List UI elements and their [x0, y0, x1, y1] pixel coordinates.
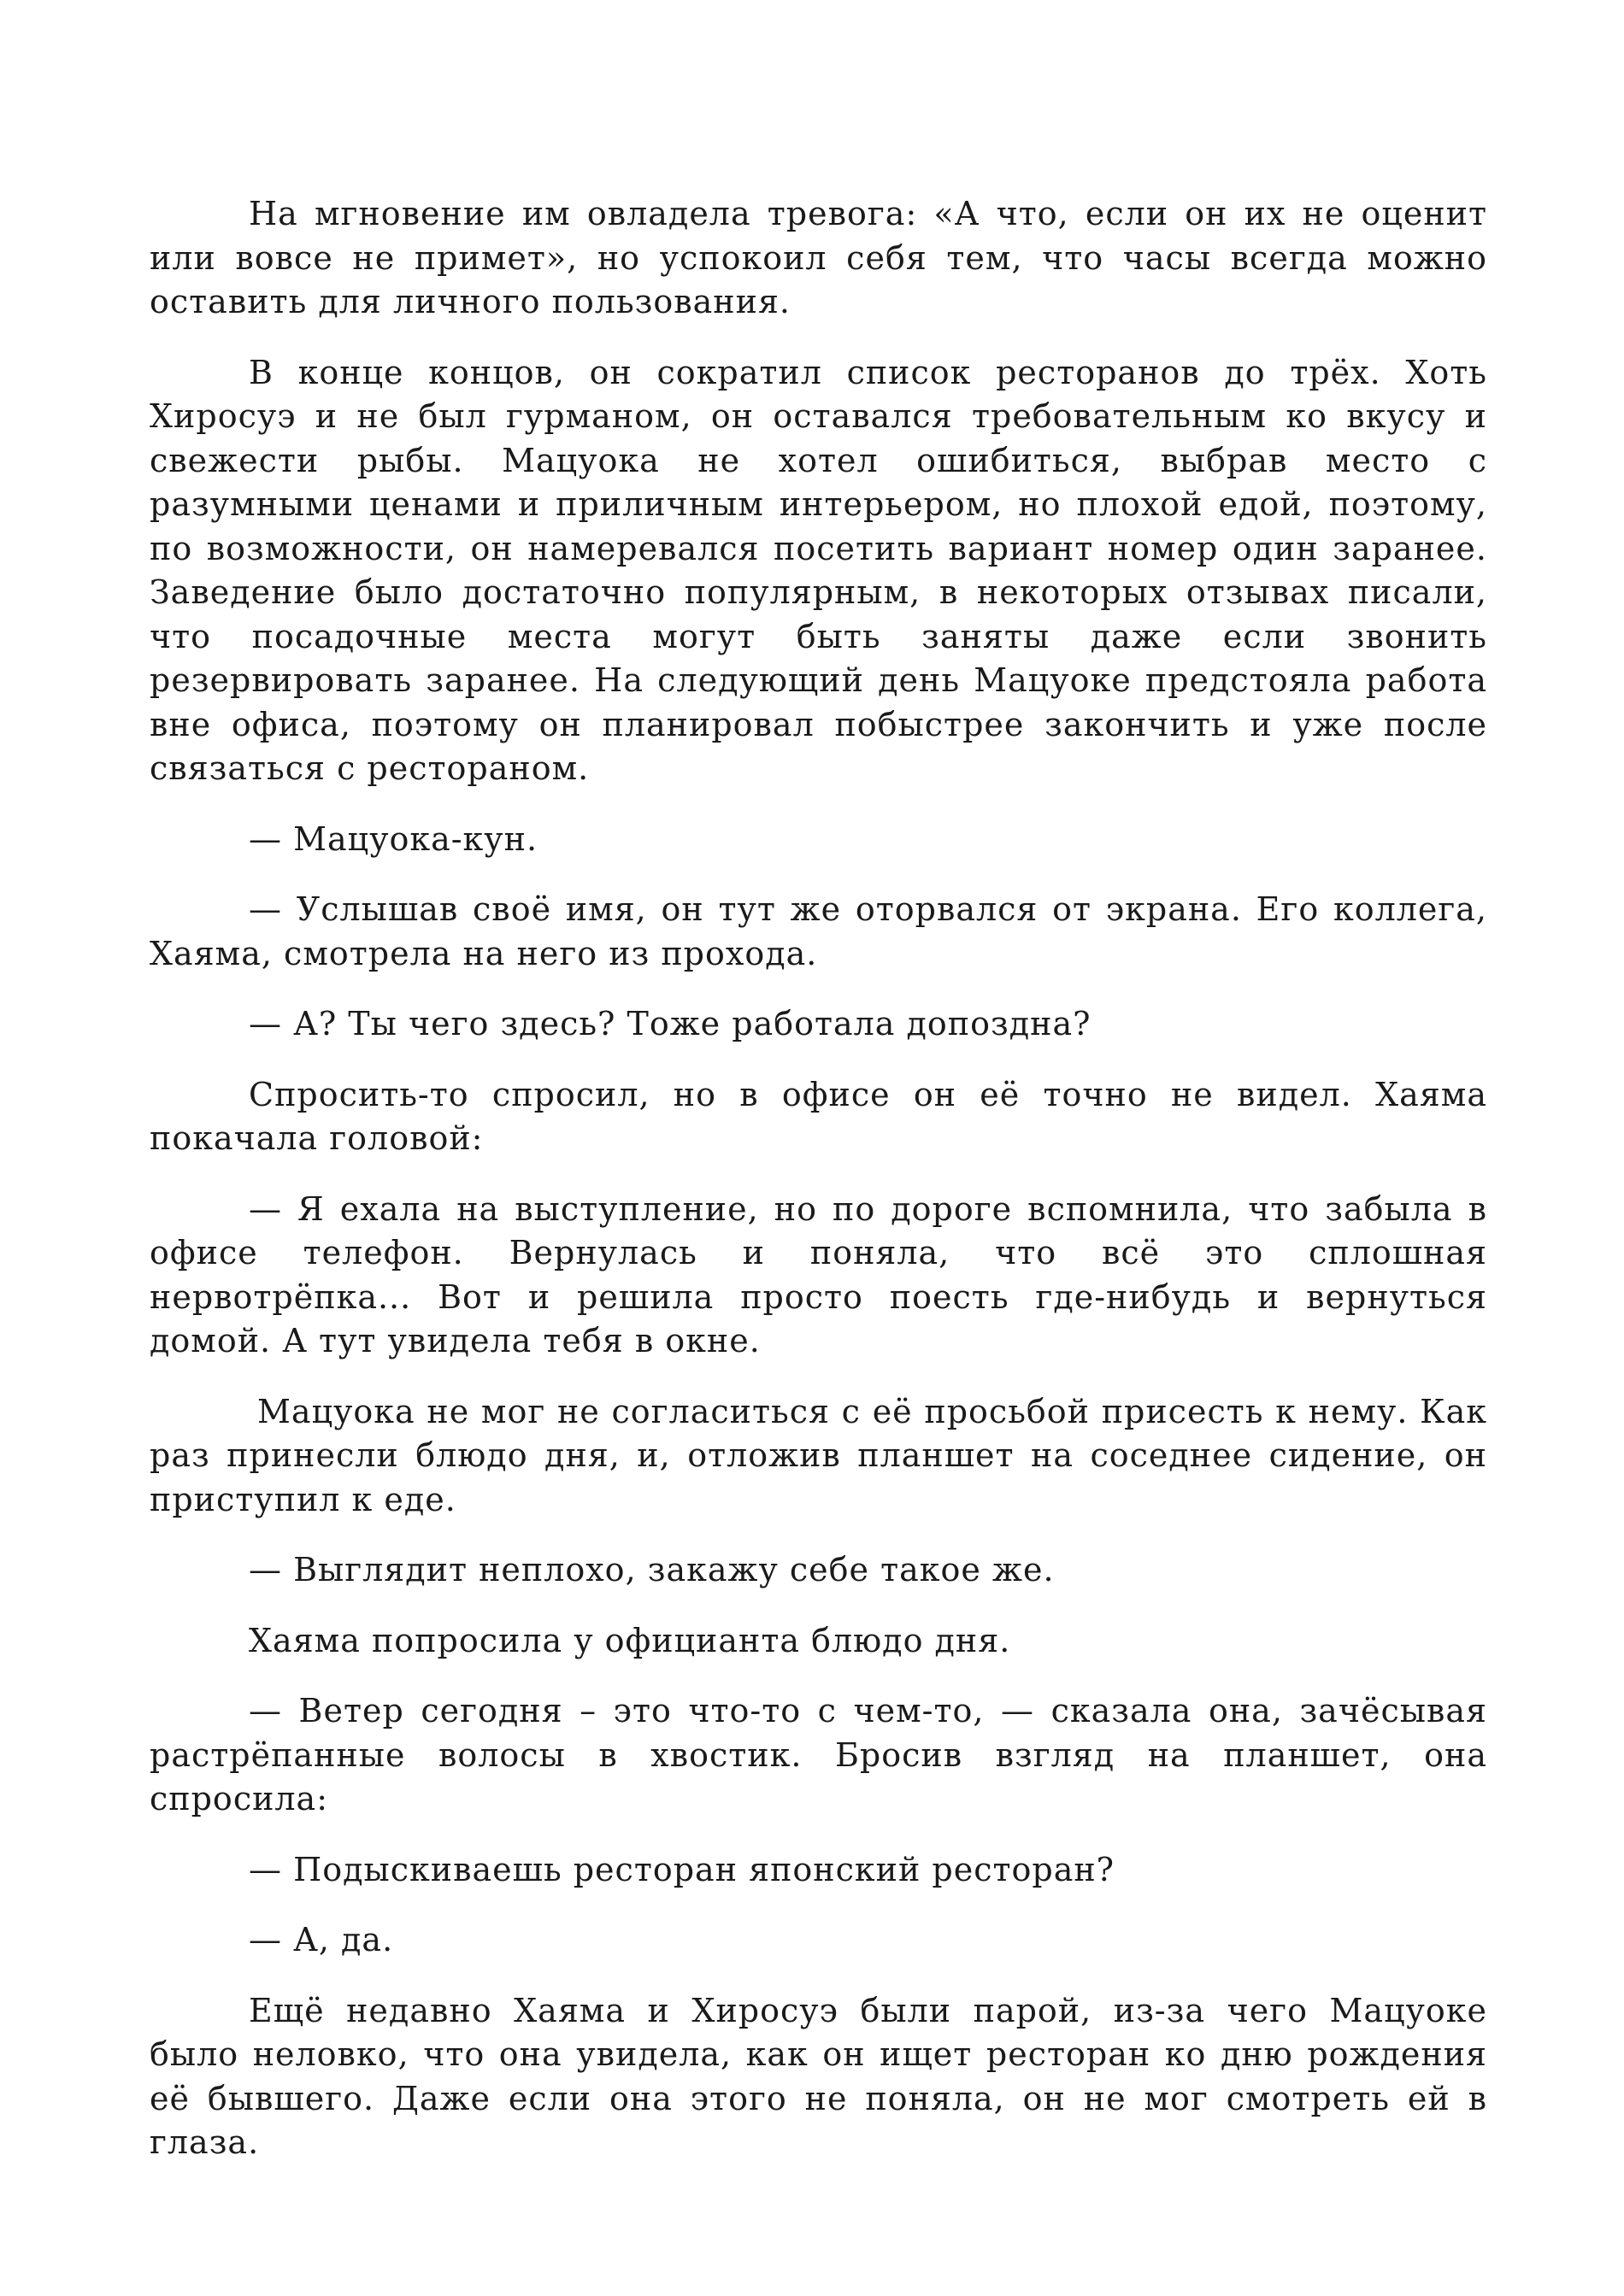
paragraph: В конце концов, он сократил список ресторанов до трёх. Хоть Хиросуэ и не был гурманом, он оставался требовательным ко вкусу и свежести рыбы. Мацуока не хотел ошибиться, выбрав место с разумными ценами и приличным интерьером, но плохой едой, поэтому, по возможности, он намеревался посетить вариант номер один заранее. Заведение было достаточно популярным, в некоторых отзывах писали, что посадочные места могут быть заняты даже если звонить резервировать заранее. На следующий день Мацуоке предстояла работа вне офиса, поэтому он планировал побыстрее закончить и уже после связаться с рестораном. [150, 353, 1487, 787]
paragraph: — Услышав своё имя, он тут же оторвался от экрана. Его коллега, Хаяма, смотрела на него из прохода. [150, 890, 1487, 972]
paragraph: Спросить-то спросил, но в офисе он её точно не видел. Хаяма покачала головой: [150, 1075, 1487, 1157]
paragraph: Хаяма попросила у официанта блюдо дня. [249, 1621, 1011, 1659]
paragraph: — А? Ты чего здесь? Тоже работала допоздна? [249, 1005, 1091, 1042]
paragraph: — Подыскиваешь ресторан японский ресторан? [249, 1850, 1115, 1888]
paragraph: — А, да. [249, 1921, 394, 1958]
paragraph: — Ветер сегодня – это что-то с чем-то, — сказала она, зачёсывая растрёпанные волосы в хвостик. Бросив взгляд на планшет, она спросила: [150, 1692, 1487, 1817]
paragraph: Мацуока не мог не согласиться с её просьбой присесть к нему. Как раз принесли блюдо дня, и, отложив планшет на соседнее сидение, он приступил к еде. [150, 1392, 1487, 1518]
paragraph: Ещё недавно Хаяма и Хиросуэ были парой, из-за чего Мацуоке было неловко, что она увидела, как он ищет ресторан ко дню рождения её бывшего. Даже если она этого не поняла, он не мог смотреть ей в глаза. [150, 1991, 1487, 2161]
paragraph: — Выглядит неплохо, закажу себе такое же. [249, 1551, 1055, 1588]
paragraph: — Мацуока-кун. [249, 819, 538, 858]
document-page [150, 192, 1487, 2192]
paragraph: На мгновение им овладела тревога: «А что, если он их не оценит или вовсе не примет», но успокоил себя тем, что часы всегда можно оставить для личного пользования. [150, 195, 1487, 320]
paragraph: — Я ехала на выступление, но по дороге вспомнила, что забыла в офисе телефон. Вернулась и поняла, что всё это сплошная нервотрёпка... Вот и решила просто поесть где-нибудь и вернуться домой. А тут увидела тебя в окне. [150, 1189, 1487, 1359]
